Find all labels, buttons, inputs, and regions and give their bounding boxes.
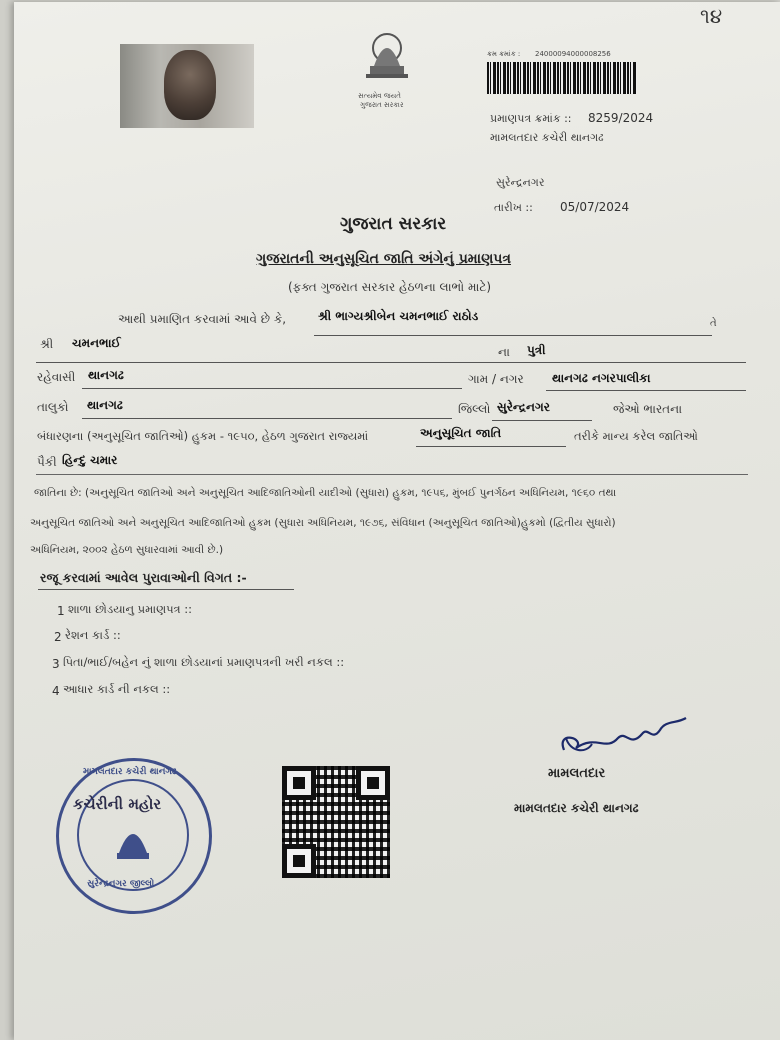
applicant-name: શ્રી ભાગ્યશ્રીબેન ચમનભાઈ રાઠોડ [318,309,479,323]
emblem-caption: સત્યમેવ જયતે [358,92,401,100]
evidence-no-4: 4 [52,684,60,698]
taluka-underline [82,418,452,419]
evidence-item-1: શાળા છોડયાનુ પ્રમાણપત્ર :: [68,602,193,616]
shri-label: શ્રી [40,337,54,351]
reg-no: 24000094000008256 [535,50,611,58]
taluka: થાનગઢ [87,398,123,412]
signature-icon [556,708,696,758]
date: 05/07/2024 [560,200,630,214]
relation: પુત્રી [527,343,546,357]
state-emblem [352,26,422,90]
certify-text: આથી પ્રમાણિત કરવામાં આવે છે કે, [118,312,287,326]
te-label: તે [710,318,717,329]
evidence-heading: રજૂ કરવામાં આવેલ પુરાવાઓની વિગત :- [40,570,247,585]
para-line-3: અધિનિયમ, ૨૦૦૨ હેઠળ સુધારવામાં આવી છે.) [30,544,224,556]
seal-bottom-text: સુરેન્દ્રનગર જીલ્લો [87,879,155,889]
father-underline [36,362,746,363]
cert-no: 8259/2024 [588,111,654,125]
father-name: ચમનભાઈ [72,336,121,350]
signatory-title: મામલતદાર [548,766,606,781]
evidence-no-3: 3 [52,657,60,671]
para-line-1: જાતિના છે: (અનુસૂચિત જાતિઓ અને અનુસૂચિત આદિજાતિઓની યાદીઓ (સુધારા) હુકમ, ૧૯૫૬, મુંબઈ પુનર્ગઠન અધિનિયમ, ૧૯૬૦ તથા [34,487,617,499]
qr-finder [356,766,390,800]
date-label: તારીખ :: [494,201,533,214]
page-number: ૧૪ [700,4,723,28]
signature-scribble [556,708,696,758]
resident: થાનગઢ [88,368,124,382]
village: થાનગઢ નગરપાલીકા [552,371,651,385]
recognized-text: તરીકે માન્ય કરેલ જાતિઓ [574,429,698,443]
office-header: મામલતદાર કચેરી થાનગઢ [490,131,604,144]
evidence-item-2: રેશન કાર્ડ :: [65,628,121,642]
resident-label: રહેવાસી [37,370,76,384]
evidence-no-2: 2 [54,630,62,644]
seal-center-text: કચેરીની મહોર [73,795,162,813]
name-underline [314,335,712,336]
na-label: ના [498,345,510,359]
taluka-label: તાલુકો [37,400,69,414]
para-line-2: અનુસૂચિત જાતિઓ અને અનુસૂચિત આદિજાતિઓ હુકમ (સુધારા અધિનિયમ, ૧૯૭૬, સંવિધાન (અનુસૂચિત જાતિઓ)હુકમો (દ્વિતીય સુધારો) [30,517,616,529]
cert-title: ગુજરાતની અનુસૂચિત જાતિ અંગેનું પ્રમાણપત્ર [256,251,512,267]
category-underline [416,446,566,447]
place: સુરેન્દ્રનગર [496,176,545,189]
reg-no-label: ક્રમ ક્રમાંક : [487,50,521,58]
evidence-item-4: આધાર કાર્ડ ની નકલ :: [63,682,171,696]
resident-underline [82,388,462,389]
order-text: બંધારણના (અનુસૂચિત જાતિઓ) હુકમ - ૧૯૫૦, હેઠળ ગુજરાત રાજ્યમાં [37,429,369,443]
evidence-no-1: 1 [57,604,65,618]
caste: હિન્દુ ચમાર [62,453,118,467]
govt-title: ગુજરાત સરકાર [340,214,447,234]
seal-emblem-icon [111,815,155,865]
cert-subtitle: (ફક્ત ગુજરાત સરકાર હેઠળના લાભો માટે) [288,280,492,294]
caste-underline [36,474,748,475]
evidence-item-3: પિતા/ભાઈ/બહેન નું શાળા છોડયાનાં પ્રમાણપત્રની ખરી નકલ :: [63,655,345,669]
cert-no-label: પ્રમાણપત્ર ક્રમાંક :: [490,112,572,125]
office-seal [56,758,212,914]
qr-finder [282,844,316,878]
district: સુરેન્દ્રનગર [497,400,550,414]
applicant-photo [120,44,254,128]
district-underline [492,420,592,421]
village-label: ગામ / નગર [468,372,524,386]
caste-prefix: પૈકી [37,455,57,469]
district-label: જિલ્લો [458,402,491,416]
evidence-heading-underline [38,589,294,590]
seal-ring-text: મામલતદાર કચેરી થાનગઢ [83,767,177,777]
emblem-icon [352,26,422,90]
signatory-office: મામલતદાર કચેરી થાનગઢ [514,801,639,815]
qr-code [282,766,390,878]
applicant-face [164,50,216,120]
category: અનુસૂચિત જાતિ [420,426,502,440]
emblem-sub: ગુજરાત સરકાર [360,101,404,109]
barcode [487,62,637,94]
village-underline [546,390,746,391]
je-label: જેઓ ભારતના [613,402,683,416]
qr-finder [282,766,316,800]
